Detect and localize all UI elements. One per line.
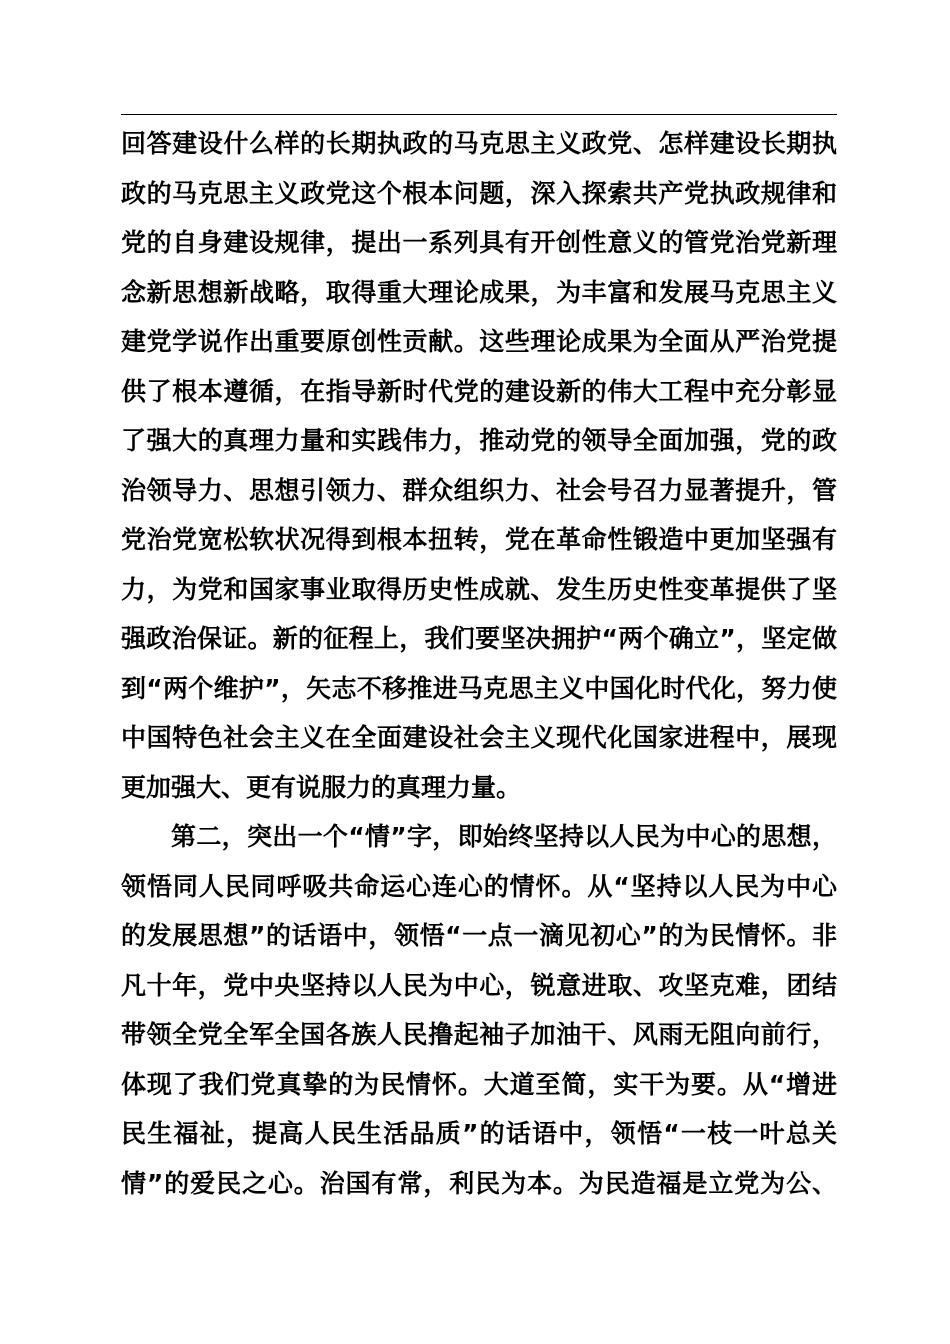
- text-line: 念新思想新战略，取得重大理论成果，为丰富和发展马克思主义: [121, 277, 837, 307]
- text-line: 凡十年，党中央坚持以人民为中心，锐意进取、攻坚克难，团结: [121, 970, 837, 1000]
- text-line: 的发展思想”的话语中，领悟“一点一滴见初心”的为民情怀。非: [121, 921, 837, 950]
- text-line: 更加强大、更有说服力的真理力量。: [121, 772, 522, 802]
- text-line: 到“两个维护”，矢志不移推进马克思主义中国化时代化，努力使: [121, 673, 837, 703]
- text-line: 体现了我们党真挚的为民情怀。大道至简，实干为要。从“增进: [121, 1069, 837, 1099]
- text-line: 党的自身建设规律，提出一系列具有开创性意义的管党治党新理: [121, 228, 837, 257]
- text-line: 回答建设什么样的长期执政的马克思主义政党、怎样建设长期执: [121, 129, 837, 158]
- text-line: 力，为党和国家事业取得历史性成就、发生历史性变革提供了坚: [121, 574, 837, 604]
- text-line: 了强大的真理力量和实践伟力，推动党的领导全面加强，党的政: [121, 426, 837, 455]
- text-line: 中国特色社会主义在全面建设社会主义现代化国家进程中，展现: [121, 723, 837, 752]
- text-line: 政的马克思主义政党这个根本问题，深入探索共产党执政规律和: [121, 178, 837, 208]
- text-line: 民生福祉，提高人民生活品质”的话语中，领悟“一枝一叶总关: [121, 1119, 837, 1148]
- text-line: 情”的爱民之心。治国有常，利民为本。为民造福是立党为公、: [121, 1168, 837, 1198]
- text-line: 供了根本遵循，在指导新时代党的建设新的伟大工程中充分彰显: [121, 376, 837, 406]
- text-line: 带领全党全军全国各族人民撸起袖子加油干、风雨无阻向前行，: [121, 1020, 837, 1049]
- header-rule: [121, 114, 837, 115]
- text-line: 领悟同人民同呼吸共命运心连心的情怀。从“坚持以人民为中心: [121, 871, 837, 901]
- body-text: [121, 119, 837, 1208]
- paragraph-1: [121, 119, 837, 812]
- text-line: 强政治保证。新的征程上，我们要坚决拥护“两个确立”，坚定做: [121, 624, 837, 653]
- text-line: 第二，突出一个“情”字，即始终坚持以人民为中心的思想，: [171, 822, 837, 851]
- text-line: 建党学说作出重要原创性贡献。这些理论成果为全面从严治党提: [121, 327, 837, 356]
- paragraph-2: [121, 812, 837, 1208]
- text-line: 治领导力、思想引领力、群众组织力、社会号召力显著提升，管: [121, 475, 837, 505]
- text-line: 党治党宽松软状况得到根本扭转，党在革命性锻造中更加坚强有: [121, 525, 837, 554]
